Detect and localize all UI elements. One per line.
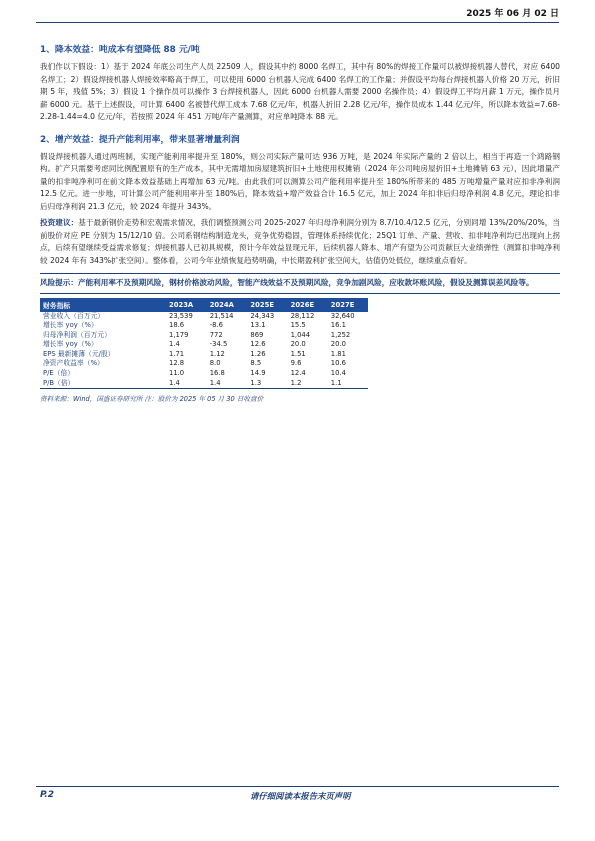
table-row [40, 359, 368, 369]
table-cell: 10.4 [330, 369, 346, 378]
table-cell: 1.1 [328, 379, 368, 389]
row-label: 归母净利润（百万元） [43, 330, 111, 339]
table-cell: 1.81 [330, 349, 346, 358]
table-row [40, 369, 368, 379]
section-paragraph-cost-reduction: 我们作以下假设：1）基于 2024 年底公司生产人员 22509 人，假设其中约 8000 名焊工，其中有 80%的焊接工作量可以被焊接机器人替代，对应 6400 名焊工；2）假设焊接机器人焊接效率略高于焊工，可以使用 6000 台机器人完成 6400 名焊工的工作量；并假设平均每台焊接机器人价格 20 万元，折旧期 5 年，残值 5%；3）假设 1 个操作员可以操作 3 台焊接机器人，因此 6000 台机器人需要 2000 名操作员；4）假设焊工平均月薪 1 万元，操作员月薪 6000 元。基于上述假设，可计算 6400 名被替代焊工成本 7.68 亿元/年，机器人折旧 2.28 亿元/年，操作员成本 1.44 亿元/年，所以降本效益=7.68-2.28-1.44=4.0 亿元/年，若按照 2024 年 451 万吨/年产量测算，对应单吨降本 88 元。 [40, 62, 560, 121]
investment-advice-text: 基于最新钢价走势和宏观需求情况，我们调整预测公司 2025-2027 年归母净利润分别为 8.7/10.4/12.5 亿元，分别同增 13%/20%/20%，当前股价对应 PE 分别为 15/12/10 倍。公司系钢结构制造龙头，竞争优势稳固，管理体系持续优化；25Q1 订单、产量、营收、扣非吨净利均已出现向上拐点，后续有望继续受益需求修复；焊接机器人已初具规模，预计今年效益显现元年，后续机器人降本、增产有望为公司贡献巨大业绩弹性（测算扣非吨净利较 2024 年有 343%扩张空间）。整体看，公司今年业绩恢复趋势明确，中长期盈利扩张空间大，估值仍处低位，继续重点看好。 [40, 218, 561, 265]
table-cell: 24,343 [250, 311, 275, 320]
table-cell: 772 [209, 330, 223, 339]
row-label: P/E（倍） [43, 369, 75, 378]
table-cell: 1.51 [290, 349, 306, 358]
table-header-cell: 2024A [207, 298, 248, 312]
risk-warning-label: 风险提示： [40, 278, 78, 287]
investment-advice-label: 投资建议： [40, 218, 79, 227]
disclaimer-note: 请仔细阅读本报告末页声明 [250, 791, 351, 801]
section-title-capacity-increase: 2、增产效益：提升产能利用率，带来显著增量利润 [40, 134, 240, 145]
table-row [40, 321, 368, 331]
risk-warning [40, 273, 560, 294]
table-source-note: 资料来源：Wind，国盛证券研究所 注：股价为 2025 年 05 月 30 日收盘价 [40, 395, 264, 404]
table-header-row [40, 298, 368, 312]
table-header-cell: 财务指标 [40, 298, 166, 312]
table-cell: 1.26 [250, 349, 266, 358]
table-cell: 1.4 [166, 379, 207, 389]
table-cell: 16.1 [330, 321, 346, 330]
table-cell: 1.4 [207, 379, 248, 389]
table-cell: 28,112 [290, 311, 315, 320]
table-cell: 10.6 [330, 359, 346, 368]
table-cell: 12.6 [250, 340, 266, 349]
row-label: 增长率 yoy（%） [43, 321, 98, 330]
section-title-cost-reduction: 1、降本效益：吨成本有望降低 88 元/吨 [40, 45, 200, 55]
table-cell: 1,044 [290, 330, 311, 339]
table-cell: 1.2 [288, 379, 328, 389]
table-cell: 1.12 [209, 349, 225, 358]
table-header-cell: 2027E [328, 298, 368, 312]
row-label: 营业收入（百万元） [43, 311, 105, 320]
page-number: P.2 [40, 790, 54, 800]
table-row [40, 340, 368, 350]
table-row [40, 331, 368, 341]
table-cell: 20.0 [290, 340, 306, 349]
table-cell: 1.3 [247, 379, 287, 389]
table-cell: 8.5 [250, 359, 262, 368]
table-row [40, 379, 368, 389]
table-cell: 23,539 [169, 311, 193, 320]
table-header-cell: 2025E [247, 298, 287, 312]
table-cell: 869 [250, 330, 264, 339]
table-row [40, 312, 368, 322]
table-cell: 1,252 [330, 330, 351, 339]
table-cell: 15.5 [290, 321, 306, 330]
table-cell: 1.71 [169, 349, 185, 358]
table-cell: 13.1 [250, 321, 266, 330]
footer-divider [36, 786, 559, 787]
table-cell: 9.6 [290, 359, 302, 368]
table-cell: 12.4 [290, 369, 306, 378]
table-cell: 21,514 [209, 311, 234, 320]
header-divider [36, 22, 559, 23]
table-cell: 11.0 [169, 369, 185, 378]
table-cell: 1,179 [169, 330, 189, 339]
table-header-cell: 2026E [288, 298, 328, 312]
table-cell: 12.8 [169, 359, 185, 368]
table-cell: 32,640 [330, 311, 355, 320]
row-label: 净资产收益率（%） [43, 359, 104, 368]
investment-advice [40, 217, 560, 267]
table-cell: 20.0 [330, 340, 346, 349]
table-cell: -34.5 [209, 340, 228, 349]
report-date: 2025 年 06 月 02 日 [466, 9, 559, 19]
table-cell: 18.6 [169, 321, 185, 330]
row-label: EPS 最新摊薄（元/股） [43, 349, 115, 358]
table-cell: 8.0 [209, 359, 221, 368]
report-body [40, 34, 560, 403]
section-paragraph-capacity-increase: 假设焊接机器人通过两班制，实现产能利用率提升至 180%，则公司实际产量可达 936 万吨，是 2024 年实际产量的 2 倍以上，相当于再造一个鸿路钢构。扩产只需要考虑同比例配置原有的生产成本，其中无需增加房屋建筑折旧+土地使用权摊销（2024 年公司吨房屋折旧+土地摊销 63 元），因此增量产量的扣非吨净利可在前文降本效益基础上再增加 63 元/吨。由此我们可以测算公司产能利用率提升至 180%所带来的 485 万吨增量产量对应扣非净利润 12.5 亿元。进一步地，可计算公司产能利用率升至 180%后，降本效益+增产效益合计 16.5 亿元，加上 2024 年扣非后归母净利润 4.8 亿元，理论扣非后归母净利润 21.3 亿元，较 2024 年提升 343%。 [40, 151, 560, 211]
table-cell: -8.6 [209, 321, 223, 330]
table-cell: 16.8 [209, 369, 225, 378]
table-cell: 14.9 [250, 369, 266, 378]
row-label: 增长率 yoy（%） [43, 340, 98, 349]
risk-warning-text: 产能利用率不及预期风险，钢材价格波动风险，智能产线效益不及预期风险，竞争加剧风险，应收款坏账风险，假设及测算误差风险等。 [77, 278, 534, 287]
financial-indicators-table [40, 298, 368, 390]
table-header-cell: 2023A [166, 298, 207, 312]
row-label: P/B（倍） [40, 379, 166, 389]
table-cell: 1.4 [169, 340, 180, 349]
